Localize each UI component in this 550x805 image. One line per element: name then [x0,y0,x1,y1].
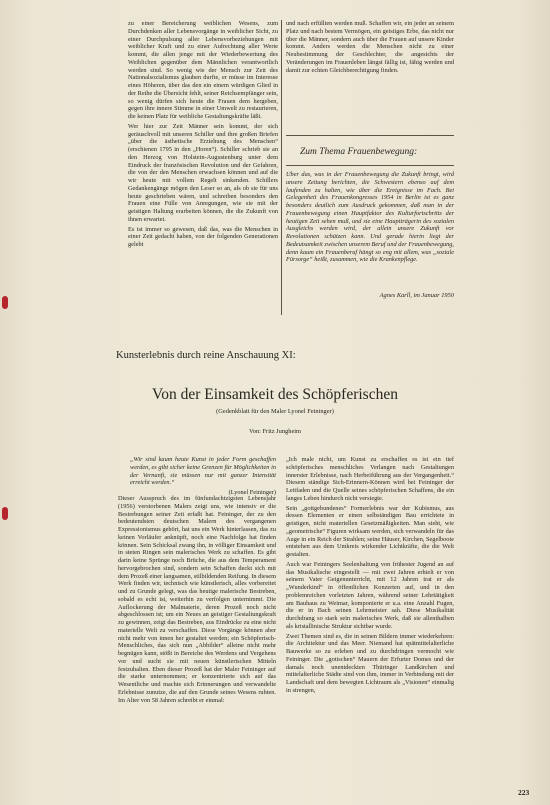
paragraph: Dieser Ausspruch des im fünfundachtzigsten Lebensjahr (1956) verstorbenen Malers zeigt uns, wie intensiv er die Bestrebungen seiner Zeit erfaßt hat. Feininger, der zu den bedeutendsten deutschen Malern des vergangenen Expressionismus gehört, hat uns ein Werk hinterlassen, das zu keinen Vorläufer anknüpft, noch eine Nachfolge hat finden können. Sein Schicksal zwang ihn, in völliger Einsamkeit und in steten Ringen sein malerisches Werk zu schaffen. Es gibt darin keine Sprünge noch Brüche, die aus dem Temperament hervorgebrochen sind, sondern sein Schaffen deckt sich mit dem Prozeß einer langsamen, stilbildenden Reifung. In diesem Werk finden wir, technisch wie künstlerisch, alles vorbereitet und zu Grunde gelegt, was das heutige malerische Bestreben, sobald es echt ist, weiterhin zu verfolgen unternimmt. Die Auflockerung der Malmaterie, deren Prozeß noch nicht abgeschlossen ist; um ein Neues an geistiger Gestaltungskraft zu gewinnen, zeigt das Bestreben, aus Eindrücke zu eine nicht materielle Welt zu verschaffen. Diese Vorgänge können aber nicht mehr von innen her gestaltet werden; ein Schöpferisch-Menschliches, das sich nun „Abbilder“ alleine nicht mehr begnügen kann, stößt in Bereiche des Werdens und Vergehens vor und sucht sie mit neuen künstlerischen Mitteln festzuhalten. Eben dieser Prozeß hat der Maler Feininger auf die starke unternommen; er konzentrierte sich auf das Wesentliche und machte sich Erinnerungen und verwandelte Erlebnisse zunutze, die auf den Grunde seines Wesens ruhten. Im Alter von 58 Jahren schreibt er einmal: [118,495,276,704]
bottom-right-column [286,456,454,800]
punch-hole [2,507,8,520]
paragraph: „Ich male nicht, um Kunst zu erschaffen es ist ein tief schöpferisches menschliches Verlangen nach Gestaltungen innerster Erlebnisse, nach Herbeiführung aus der Vergangenheit.“ Diesem ständige Sich-Erinnern-Können wird bei Feininger der Leitfaden und die Quelle seines schöpferischen Schaffens, die ein langes Leben hindurch nicht versiegte. [286,456,454,502]
page-number: 223 [518,788,530,797]
paragraph: zu einer Bereicherung weiblichen Wesens, zum Durchdenken aller Lebensvorgänge in weiblicher Sicht, zu einer Durchpulsung aller Lebensvorbeziehungen mit weiblicher Kraft und zu einer Aufrechtung aller Werte kommt, die allen jenge mit der Wiederbewertung des Weiblichen gegenüber dem Männlichen verantwortlich werden sind. So wenig wie der Mensch zur Zeit des Nationalsozialismus glauben durfte, er müsse im Interesse eines Höheren, über das den ein einem würdigen Glied in der Reihe die Übersicht fehlt, seiner Reichsempfänger sein, so wenig dürfen sich heute die Frauen dem hergeben, gegen ihre innere Stimme in einer Umwelt zu restaurieren, die keinen Platz für weibliche Gestaltungskräfte läßt. [128,20,278,120]
section-rule [286,135,454,136]
signature: Agnes Karll, im Januar 1950 [379,292,454,299]
top-right-intro [286,20,454,116]
paragraph: Es ist immer so gewesen, daß das, was die Menschen in einer Zeit gedacht haben, von der folgenden Generationen gelebt [128,225,278,248]
top-left-column [128,20,278,315]
quote-text: „Wir sind kaum heute Kunst in jeder Form geschaffen werden, es gibt sicher keine Grenzen für Möglichkeiten in der Vernunft, sie müssen nur mit ganzer Intensität erreicht werden.“ [130,456,276,487]
paragraph: und nach erfüllten werden muß. Schaffen wir, ein jeder an seinem Platz und nach bestem Vermögen, ein geistiges Erbe, das nicht nur über die Männer, sondern auch über die Frauen auf unsere Kinder kommt. Anders werden die Menschen nicht zu einer Neubestimmung der Geschlechter, die angesichts der Veränderungen im Frauenleben längst fällig ist, fähig werden und damit zur echten Gleichberechtigung finden. [286,20,454,74]
paragraph: Zwei Themen sind es, die in seinen Bildern immer wiederkehren: die Architektur und das Meer. Niemand hat spätmittelalterliche Bauwerke so zu erleben und zu durchdringen vermocht wie Feininger. Die „gotischen“ Mauern der Erfurter Domes und der damals noch unentdeckten Thüringer Landkirchen und mittelalterliche Städte sind von ihm, immer in Verbindung mit der Landschaft und dem bewegten Lichtraum als „Visionen“ einmalig in strengen, [286,632,454,694]
byline: Von: Fritz Jungheim [248,428,302,435]
paragraph: Sein „gottgebundenes“ Formerlebnis war der Kubismus, aus dessen Elementen er einen selbständigen Bau errichtete in geistigen, nicht materiellen Gesetzmäßigkeiten. Man sieht, wie „geometrische“ Figuren wirksam werden, sich verwandeln für das Auge in ein Reich der Strahlen; seine Häuser, Kirchen, Segelboote entstehen aus dem Umkreis wirkender Lichtkräfte, die die Welt gestalten. [286,504,454,558]
section-rule [286,165,454,166]
bottom-left-column [118,495,276,800]
punch-hole [2,296,8,309]
quote-source: (Lyonel Feininger) [228,489,276,496]
series-heading: Kunsterlebnis durch reine Anschauung XI: [116,350,296,361]
zum-thema-text [286,171,454,289]
zum-thema-heading: Zum Thema Frauenbewegung: [300,147,418,157]
paragraph: Wer hier zur Zeit Männer sein kommt, der sich geräuschvoll mit unseren Schiller und ihre großen Briefen „über die ästhetische Erziehung des Menschen“ (erschienen 1795 in den „Horen“). Schiller schrieb sie an den Herzog von Holstein-Augustenburg unter dem Eindruck der französischen Revolution und der Gefahren, die von der den Menschen erwachsen können und auf die wir heute mit vollem Regelt sinkenden. Schillers Gedankengänge mögen den Leser so an, als ob sie für uns heute geschrieben wären, und schreiben besonders den Frauen eine Fülle von Anregungen, wie sie mit der geistigen Haltung erarbeiten können, die die Zukunft von ihnen erwartet. [128,122,278,223]
article-subtitle: (Gedenkblatt für den Maler Lyonel Feininger) [216,408,334,415]
article-title: Von der Einsamkeit des Schöpferischen [152,386,398,403]
paragraph: Auch war Feiningers Seelenhaltung von frühester Jugend an auf das Musikalische eingestellt — mit zwei Jahren erhielt er von seinem Vater Geigenunterricht, mit 12 Jahren trat er als „Wunderkind“ in öffentlichen Konzerten auf, und in den problemreichen vorletzten Jahren, während seiner Lehrtätigkeit am Bauhaus zu Weimar, komponierte er u.a. eine Anzahl Fugen, die er in Bach seinen Lehrmeister sah. Diese Musikalität durchdrang so stark sein malerisches Werk, daß sie allenthalben als kristallinische Struktur sichtbar wurde. [286,560,454,630]
paragraph: Über das, was in der Frauenbewegung die Zukunft bringt, wird unsere Zeitung berichten, die Schwestern ebenso auf dem laufenden zu halten, wie über die Ereignisse im Fach. Bei Gelegenheit des Frauenkongresses 1954 in Berlin ist es ganz besonders deutlich zum Ausdruck gekommen, daß man in der Frauenbewegung einen Hauptfaktor des Kulturfortschritts der heutigen Zeit sehen muß, und sie eine Hauptträgerin des sozialen Ausgleichs werden wird, der allein unsere Zukunft vor Revolutionen schützen kann. Und gerade hierin liegt der Bedeutsamkeit zwischen unserem Beruf und der Frauenbewegung, denn kaum ein Frauenberuf hängt so eng mit allem, was „soziale Fürsorge“ heißt, zusammen, wie die Krankenpflege. [286,171,454,264]
column-divider [281,20,282,315]
quote-left [130,456,276,499]
